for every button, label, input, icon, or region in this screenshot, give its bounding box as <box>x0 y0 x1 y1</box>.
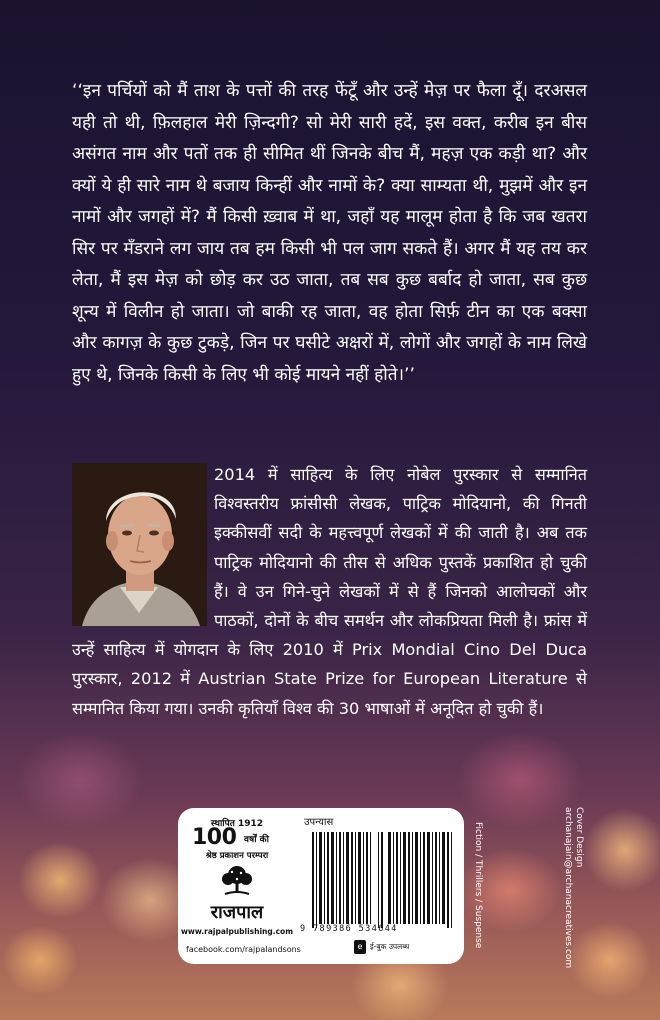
genre-label: Fiction / Thrillers / Suspense <box>473 822 483 949</box>
cover-design-email: archanajain@archanacreatives.com <box>563 807 573 969</box>
author-bio <box>72 460 587 723</box>
publisher-logo: राजपाल <box>210 902 264 923</box>
ebook-available-label: ई-बुक उपलब्ध <box>370 942 410 951</box>
cover-design-label: Cover Design <box>574 807 584 868</box>
legacy-label: श्रेष्ठ प्रकाशन परम्परा <box>205 851 269 861</box>
publisher-website: www.rajpalpublishing.com <box>180 927 294 936</box>
established-label: स्थापित 1912 <box>210 819 264 829</box>
century-number: 100 <box>192 825 237 850</box>
publisher-block <box>178 808 296 964</box>
author-bio-text: 2014 में साहित्य के लिए नोबेल पुरस्कार से सम्मानित विश्वस्तरीय फ्रांसीसी लेखक, पाट्रिक मोदियानो, की गिनती इक्कीसवीं सदी के महत्त्वपूर्ण लेखकों में की जाती है। अब तक पाट्रिक मोदियानो की तीस से अधिक पुस्तकें प्रकाशित हो चुकी हैं। वे उन गिने-चुने लेखकों में से हैं जिनको आलोचकों और पाठकों, दोनों के बीच समर्थन और लोकप्रियता मिली है। फ्रांस में उन्हें साहित्य में योगदान के लिए 2010 में Prix Mondial Cino Del Duca पुरस्कार, 2012 में Austrian State Prize for European Literature से सम्मानित किया गया। उनकी कृतियाँ विश्व की 30 भाषाओं में अनूदित हो चुकी हैं। <box>72 465 587 718</box>
years-label: वर्षों की <box>244 835 269 845</box>
tree-icon <box>219 864 255 898</box>
category-label: उपन्यास <box>304 817 334 828</box>
cover-design-credit <box>562 807 584 968</box>
ebook-icon: e <box>354 940 366 954</box>
back-cover-panel <box>178 808 464 964</box>
blurb-quote: ‘‘इन पर्चियों को मैं ताश के पत्तों की तरह फेंटूँ और उन्हें मेज़ पर फैला दूँ। दरअसल यही तो थी, फ़िलहाल मेरी ज़िन्दगी? सो मेरी सारी हदें, इस वक्त, करीब इन बीस असंगत नाम और पतों तक ही सीमित थीं जिनके बीच मैं, महज़ एक कड़ी था? और क्यों ये ही सारे नाम थे बजाय किन्हीं और नामों के? क्या साम्यता थी, मुझमें और इन नामों और जगहों में? मैं किसी ख़्वाब में था, जहाँ यह मालूम होता है कि जब खतरा सिर पर मँडराने लग जाय तब हम किसी भी पल जाग सकते हैं। अगर मैं यह तय कर लेता, मैं इस मेज़ को छोड़ कर उठ जाता, तब सब कुछ बर्बाद हो जाता, सब कुछ शून्य में विलीन हो जाता। जो बाकी रह जाता, वह होता सिर्फ़ टीन का एक बक्सा और कागज़ के कुछ टुकड़े, जिन पर घसीटे अक्षरों में, लोगों और जगहों के नाम लिखे हुए थे, जिनके किसी के लिए भी कोई मायने नहीं होते।’’ <box>72 81 587 385</box>
isbn-barcode <box>308 830 456 930</box>
isbn-digits: 9 789386 534644 <box>300 924 398 934</box>
facebook-link: facebook.com/rajpalandsons <box>186 945 301 954</box>
photo-spacer <box>72 460 214 632</box>
